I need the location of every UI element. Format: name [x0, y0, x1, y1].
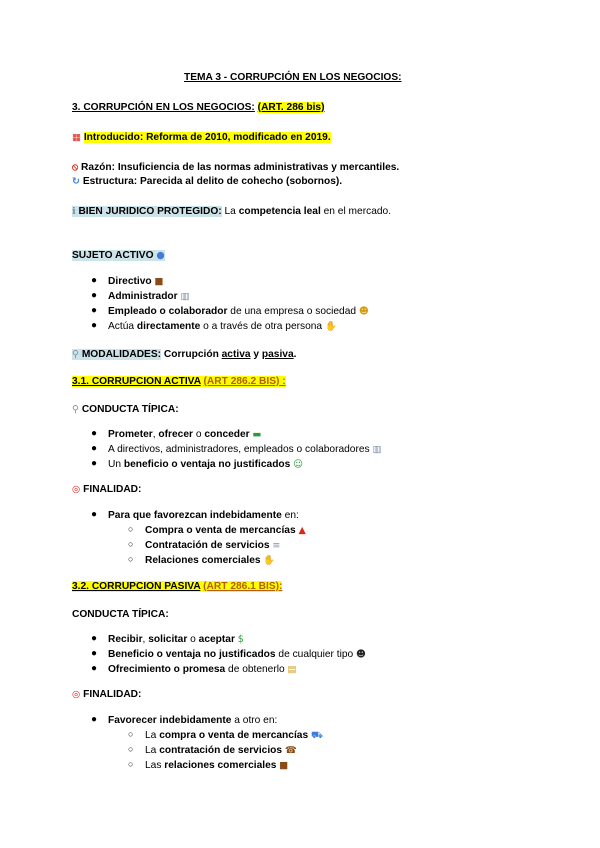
conduct-recipients: A directivos, administradores, empleados o colaboradores: [108, 444, 370, 455]
list-item: [108, 428, 261, 441]
handshake-icon: ✋: [324, 321, 337, 332]
subject-empleado: Empleado o colaborador: [108, 306, 228, 317]
conduct-solicitar: solicitar: [148, 634, 188, 645]
subject-actua-text: o a través de otra persona: [203, 321, 323, 332]
active-purpose-heading: FINALIDAD:: [83, 484, 142, 495]
conduct-benefit: beneficio o ventaja no justificados: [123, 459, 291, 470]
bullet: ●: [91, 714, 98, 725]
conduct-recibir: Recibir: [108, 634, 143, 645]
list-item: [145, 744, 297, 757]
passive-purpose-lead-bold: Favorecer indebidamente: [108, 715, 232, 726]
target-icon: ◎: [72, 689, 81, 700]
active-conduct-heading: CONDUCTA TÍPICA:: [81, 404, 179, 415]
section-heading: [72, 101, 324, 114]
introduced-line: [72, 131, 331, 144]
list-item: [108, 648, 366, 661]
modalities-passive: pasiva: [261, 349, 294, 360]
briefcase-icon: ■: [279, 760, 289, 771]
active-purpose-item-1: Compra o venta de mercancías: [145, 525, 296, 536]
bullet: ●: [91, 305, 98, 316]
passive-benefit-text: de cualquier tipo: [278, 649, 354, 660]
reason-text: Razón: Insuficiencia de las normas administrativas y mercantiles.: [81, 162, 400, 173]
office-building-icon: ▥: [372, 444, 382, 455]
list-item: [145, 539, 280, 552]
money-icon: ▬: [252, 429, 262, 440]
modalities-pre: Corrupción: [163, 349, 219, 360]
legal-good-line: [72, 205, 391, 218]
passive-purpose-heading-line: [72, 688, 141, 701]
subject-actua-pre: Actúa: [108, 321, 135, 332]
section-heading-main: 3. CORRUPCIÓN EN LOS NEGOCIOS:: [72, 102, 255, 113]
subject-actua-bold: directamente: [136, 321, 201, 332]
sub-bullet: ○: [128, 539, 134, 549]
active-purpose-lead-bold: Para que favorezcan indebidamente: [108, 510, 282, 521]
active-conduct-heading-line: [72, 403, 179, 416]
legal-good-label: [72, 206, 222, 217]
list-item: [108, 633, 244, 646]
info-icon: ℹ: [72, 206, 76, 217]
conduct-un: Un: [108, 459, 122, 470]
introduced-text: Introducido: Reforma de 2010, modificado en 2019.: [83, 132, 331, 143]
bullet: ●: [91, 320, 98, 331]
shopping-cart-icon: ⛟: [310, 730, 323, 741]
passive-offer-bold: Ofrecimiento o promesa: [108, 664, 226, 675]
section-heading-article: (ART. 286 bis): [257, 102, 325, 113]
sub-bullet: ○: [128, 744, 134, 754]
sub-bullet: ○: [128, 759, 134, 769]
passive-article: (ART 286.1 BIS):: [203, 581, 283, 592]
active-heading: 3.1. CORRUPCION ACTIVA: [72, 376, 201, 387]
prohibited-icon: ⦸: [72, 162, 79, 173]
bullet: ●: [91, 509, 98, 520]
briefcase-icon: ■: [154, 276, 164, 287]
list-item: [108, 509, 299, 522]
page-title: TEMA 3 - CORRUPCIÓN EN LOS NEGOCIOS:: [184, 72, 402, 83]
bullet: ●: [91, 633, 98, 644]
worker-icon: ☻: [358, 306, 369, 317]
modalities-and: [251, 349, 262, 360]
search-icon: ⚲: [72, 404, 79, 415]
modalities-line: [72, 348, 296, 361]
document-icon: ≡: [272, 540, 281, 551]
handshake-icon: ✋: [263, 555, 276, 566]
money-person-icon: ☺: [293, 459, 304, 470]
conduct-o: o: [190, 634, 196, 645]
structure-line: [72, 175, 342, 188]
passive-item-3-bold: relaciones comerciales: [164, 760, 277, 771]
active-subject-heading-text: SUJETO ACTIVO: [72, 250, 154, 261]
list-item: [145, 554, 275, 567]
sub-bullet: ○: [128, 524, 134, 534]
conduct-comma: ,: [152, 429, 156, 440]
scroll-icon: ▤: [287, 664, 297, 675]
list-item: [108, 663, 297, 676]
passive-heading-line: [72, 580, 282, 593]
list-item: [108, 290, 189, 303]
conduct-prometer: Prometer: [108, 429, 153, 440]
bullet: ●: [91, 458, 98, 469]
list-item: [145, 759, 288, 772]
modalities-end: .: [293, 349, 297, 360]
conduct-ofrecer: ofrecer: [158, 429, 193, 440]
passive-heading: 3.2. CORRUPCION PASIVA: [72, 581, 201, 592]
conduct-aceptar: aceptar: [198, 634, 235, 645]
legal-good-label-text: BIEN JURIDICO PROTEGIDO:: [78, 206, 222, 217]
subject-empleado-text: de una empresa o sociedad: [230, 306, 357, 317]
active-purpose-heading-line: [72, 483, 141, 496]
passive-purpose-lead-text: a otro en:: [234, 715, 278, 726]
modalities-active: activa: [221, 349, 251, 360]
active-purpose-lead-text: en:: [284, 510, 299, 521]
reason-line: [72, 161, 399, 174]
cycle-icon: ↻: [72, 176, 80, 187]
office-building-icon: ▥: [180, 291, 190, 302]
sub-bullet: ○: [128, 554, 134, 564]
passive-item-1-pre: La: [145, 730, 157, 741]
list-item: [108, 275, 163, 288]
conduct-o: o: [195, 429, 202, 440]
bullet: ●: [91, 290, 98, 301]
passive-item-3-pre: Las: [145, 760, 162, 771]
sunglasses-icon: ☻: [356, 649, 366, 660]
active-article: (ART 286.2 BIS) :: [203, 376, 286, 387]
sub-bullet: ○: [128, 729, 134, 739]
person-icon: ●: [156, 250, 165, 261]
phone-icon: ☎: [284, 745, 297, 756]
active-purpose-item-2: Contratación de servicios: [145, 540, 270, 551]
bullet: ●: [91, 443, 98, 454]
active-subject-heading: [72, 249, 165, 262]
modalities-label: MODALIDADES:: [81, 349, 162, 360]
money-wings-icon: $: [237, 634, 244, 645]
passive-item-2-pre: La: [145, 745, 157, 756]
active-purpose-item-3: Relaciones comerciales: [145, 555, 261, 566]
conduct-comma: ,: [142, 634, 146, 645]
structure-text: Estructura: Parecida al delito de cohecho (sobornos).: [82, 176, 343, 187]
magnifier-icon: ⚲: [72, 349, 79, 360]
passive-item-2-bold: contratación de servicios: [159, 745, 283, 756]
passive-purpose-heading: FINALIDAD:: [83, 689, 142, 700]
list-item: [108, 305, 369, 318]
target-icon: ◎: [72, 484, 81, 495]
modalities-and-text: y: [253, 349, 260, 360]
subject-directivo: Directivo: [108, 276, 152, 287]
passive-conduct-heading: CONDUCTA TÍPICA:: [72, 609, 169, 620]
list-item: [108, 458, 303, 471]
shopping-bag-icon: ▲: [298, 525, 306, 536]
bullet: ●: [91, 648, 98, 659]
passive-benefit-bold: Beneficio o ventaja no justificados: [108, 649, 276, 660]
legal-good-post: en el mercado.: [323, 206, 392, 217]
legal-good-bold: competencia leal: [238, 206, 321, 217]
bullet: ●: [91, 428, 98, 439]
list-item: [108, 714, 277, 727]
conduct-conceder: conceder: [204, 429, 250, 440]
list-item: [145, 729, 323, 742]
active-heading-line: [72, 375, 286, 388]
calendar-icon: ▦: [72, 132, 81, 143]
subject-administrador: Administrador: [108, 291, 178, 302]
passive-item-1-bold: compra o venta de mercancías: [159, 730, 309, 741]
list-item: [108, 443, 381, 456]
list-item: [108, 320, 337, 333]
list-item: [145, 524, 306, 537]
bullet: ●: [91, 275, 98, 286]
bullet: ●: [91, 663, 98, 674]
legal-good-pre: La: [224, 206, 236, 217]
passive-offer-text: de obtenerlo: [228, 664, 285, 675]
